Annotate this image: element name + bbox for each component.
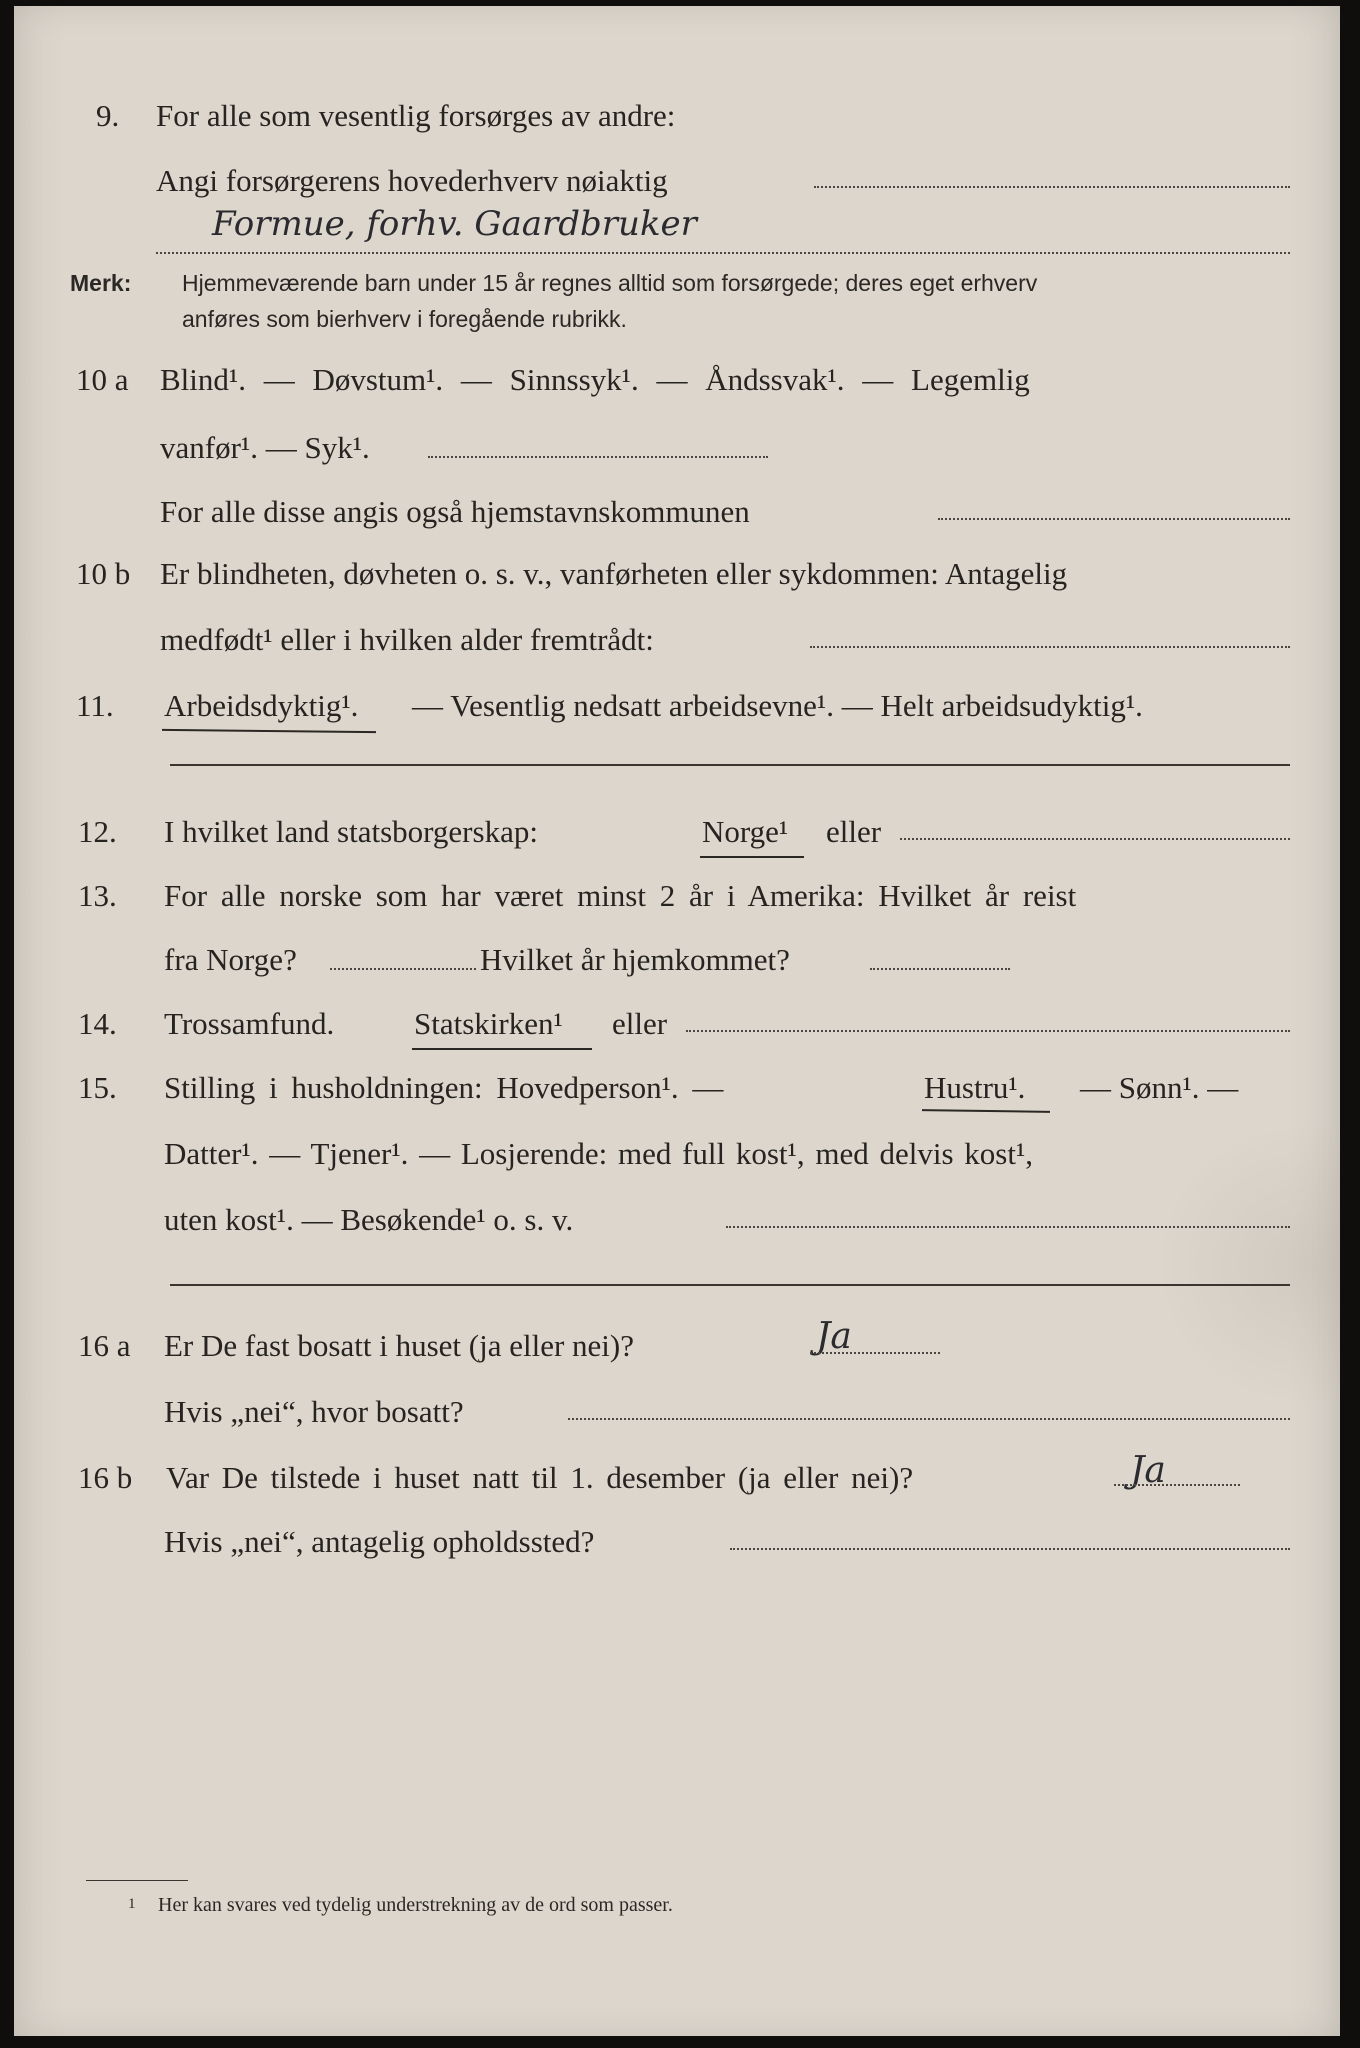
q11-answer-line [170, 764, 1290, 766]
footnote-text: Her kan svares ved tydelig understrekning av de ord som passer. [158, 1894, 673, 1916]
q9-line-1: For alle som vesentlig forsørges av andre: [156, 98, 676, 133]
q12-underline-norge [700, 856, 804, 858]
q16b-answer-line [1114, 1484, 1240, 1486]
q16a-residence-answer-line [568, 1418, 1290, 1420]
q13-hjemkommet-label: Hvilket år hjemkommet? [480, 942, 790, 977]
q15-underline-hustru [922, 1109, 1050, 1113]
q16b-location-answer-line [730, 1548, 1290, 1550]
q16a-number: 16 a [78, 1328, 131, 1363]
q15-option-hustru: Hustru¹. [924, 1070, 1026, 1105]
q16a-answer-line [810, 1352, 940, 1354]
q13-number: 13. [78, 878, 117, 913]
q12-text: I hvilket land statsborgerskap: [164, 814, 538, 849]
q10a-line-2: vanfør¹. — Syk¹. [160, 430, 370, 465]
q16a-line-2: Hvis „nei“, hvor bosatt? [164, 1394, 464, 1429]
q9-answer-line-1 [814, 186, 1290, 188]
q9-handwritten-answer: Formue, forhv. Gaardbruker [212, 204, 697, 244]
q11-option-arbeidsdyktig: Arbeidsdyktig¹. [164, 688, 359, 723]
q16b-line-2: Hvis „nei“, antagelig opholdssted? [164, 1524, 595, 1559]
q16b-number: 16 b [78, 1460, 133, 1495]
census-form-page [14, 6, 1340, 2036]
q14-underline-statskirken [412, 1048, 592, 1050]
q15-line-2: Datter¹. — Tjener¹. — Losjerende: med full kost¹, med delvis kost¹, [164, 1136, 1033, 1171]
q13-reist-label: fra Norge? [164, 942, 297, 977]
q11-underline-arbeidsdyktig [162, 729, 376, 733]
q11-number: 11. [76, 688, 114, 723]
q10a-municipality-answer-line [938, 518, 1290, 520]
q10b-answer-line [810, 646, 1290, 648]
q12-number: 12. [78, 814, 117, 849]
q14-option-statskirken: Statskirken¹ [414, 1006, 563, 1041]
footnote-marker: 1 [128, 1896, 136, 1912]
q10a-line-3: For alle disse angis også hjemstavnskommunen [160, 494, 750, 529]
q13-line-1: For alle norske som har været minst 2 år i Amerika: Hvilket år reist [164, 878, 1077, 913]
q10b-line-2: medfødt¹ eller i hvilken alder fremtrådt: [160, 622, 654, 657]
q14-text: Trossamfund. [164, 1006, 335, 1041]
q10b-number: 10 b [76, 556, 131, 591]
q16b-line-1: Var De tilstede i huset natt til 1. desember (ja eller nei)? [166, 1460, 914, 1495]
q12-tail: eller [826, 814, 882, 849]
q9-number: 9. [96, 98, 120, 133]
q14-number: 14. [78, 1006, 117, 1041]
q9-line-2: Angi forsørgerens hovederhverv nøiaktig [156, 163, 668, 198]
q15-line-1a: Stilling i husholdningen: Hovedperson¹. — [164, 1070, 724, 1105]
q11-other-options: — Vesentlig nedsatt arbeidsevne¹. — Helt arbeidsudyktig¹. [412, 688, 1143, 723]
q13-reist-answer-line [330, 968, 476, 970]
q14-tail: eller [612, 1006, 668, 1041]
footnote-rule [86, 1880, 188, 1881]
merk-label: Merk: [70, 270, 132, 296]
q15-number: 15. [78, 1070, 117, 1105]
q16a-handwritten-answer: Ja [816, 1316, 852, 1357]
q16a-line-1: Er De fast bosatt i huset (ja eller nei)? [164, 1328, 634, 1363]
q10b-line-1: Er blindheten, døvheten o. s. v., vanførheten eller sykdommen: Antagelig [160, 556, 1068, 591]
merk-line-1: Hjemmeværende barn under 15 år regnes alltid som forsørgede; deres eget erhverv [182, 270, 1038, 296]
q12-option-norge: Norge¹ [702, 814, 789, 849]
q9-answer-line-2 [156, 252, 1290, 254]
q15-answer-line [726, 1226, 1290, 1228]
q15-separator-line [170, 1284, 1290, 1286]
q10a-number: 10 a [76, 362, 129, 397]
q16b-handwritten-answer: Ja [1130, 1450, 1166, 1491]
q14-answer-line [686, 1030, 1290, 1032]
q10a-sick-answer-line [428, 456, 768, 458]
merk-line-2: anføres som bierhverv i foregående rubrikk. [182, 306, 627, 332]
q13-hjemkommet-answer-line [870, 968, 1010, 970]
q15-line-3: uten kost¹. — Besøkende¹ o. s. v. [164, 1202, 574, 1237]
q10a-line-1: Blind¹. — Døvstum¹. — Sinnssyk¹. — Åndssvak¹. — Legemlig [160, 362, 1030, 397]
q15-line-1c: — Sønn¹. — [1080, 1070, 1239, 1105]
q12-answer-line [900, 838, 1290, 840]
